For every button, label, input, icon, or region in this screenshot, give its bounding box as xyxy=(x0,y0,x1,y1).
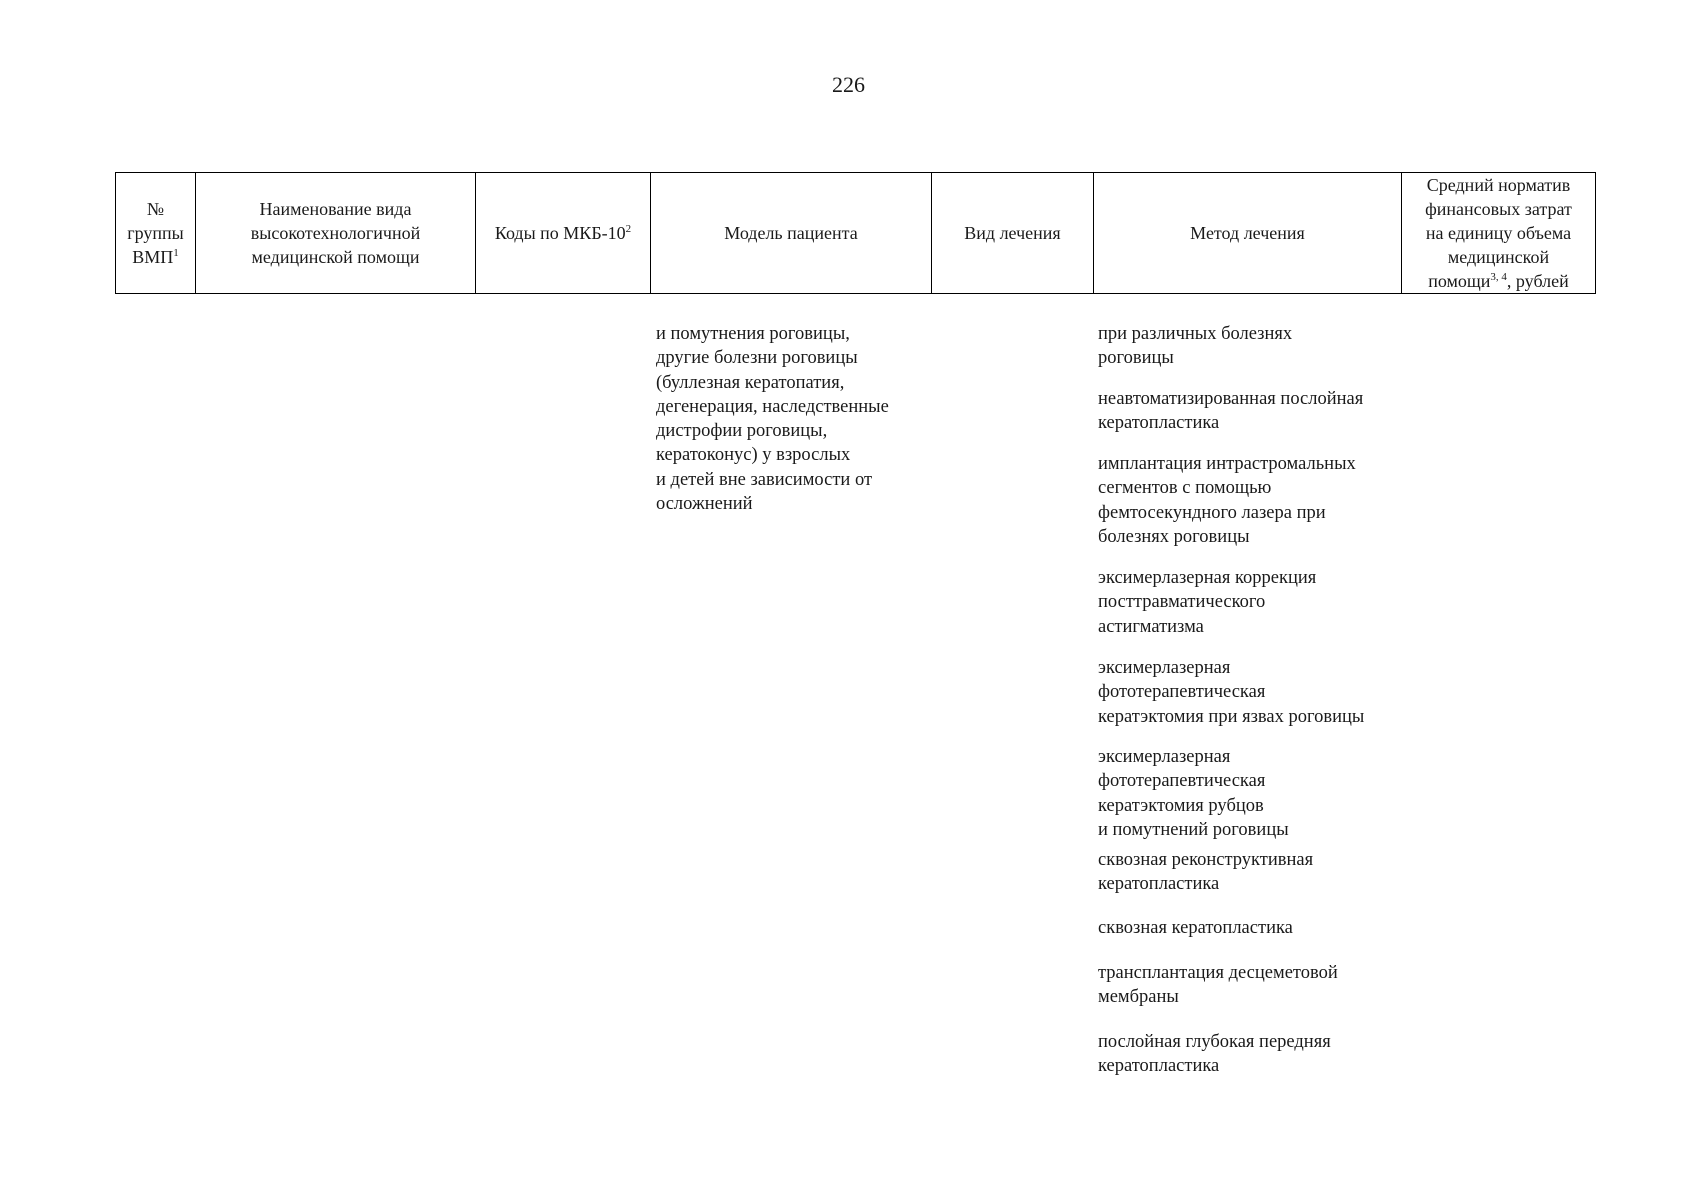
treatment-method-item: имплантация интрастромальных сегментов с помощью фемтосекундного лазера при болезнях роговицы xyxy=(1098,454,1356,547)
header-table xyxy=(115,172,1596,294)
treatment-method-item: сквозная кератопластика xyxy=(1098,918,1293,938)
treatment-method-item: эксимерлазерная фототерапевтическая кератэктомия при язвах роговицы xyxy=(1098,658,1365,727)
header-cost-standard: Средний норматив финансовых затрат на единицу объема медицинской помощи$^{3, 4}$, рублей xyxy=(1402,173,1596,294)
treatment-method-item: трансплантация десцеметовой мембраны xyxy=(1098,963,1338,1008)
header-group-number: № группы ВМП$^1$ xyxy=(116,173,196,294)
footnote-mark: 3, 4 xyxy=(1490,271,1507,283)
page-number: 226 xyxy=(832,72,865,97)
treatment-method-item: при различных болезнях роговицы xyxy=(1098,324,1293,369)
treatment-method-item: эксимерлазерная коррекция посттравматического астигматизма xyxy=(1098,568,1317,637)
footnote-mark: 2 xyxy=(625,223,632,235)
header-icd-codes: Коды по МКБ-$10^2$ xyxy=(476,173,651,294)
header-patient-model: Модель пациента xyxy=(651,173,932,294)
footnote-mark: 1 xyxy=(173,247,179,259)
treatment-method-item: неавтоматизированная послойная кератопластика xyxy=(1098,389,1364,434)
treatment-method-item: послойная глубокая передняя кератопластика xyxy=(1098,1032,1331,1077)
patient-model-text: и помутнения роговицы, другие болезни роговицы (буллезная кератопатия, дегенерация, наследственные дистрофии роговицы, кератоконус) у взрослых и детей вне зависимости от осложнений xyxy=(656,324,889,515)
header-vmp-name: Наименование вида высокотехнологичной медицинской помощи xyxy=(196,173,476,294)
header-treatment-method: Метод лечения xyxy=(1094,173,1402,294)
treatment-method-item: эксимерлазерная фототерапевтическая кератэктомия рубцов и помутнений роговицы xyxy=(1098,747,1289,840)
treatment-method-item: сквозная реконструктивная кератопластика xyxy=(1098,850,1314,895)
header-treatment-type: Вид лечения xyxy=(932,173,1094,294)
